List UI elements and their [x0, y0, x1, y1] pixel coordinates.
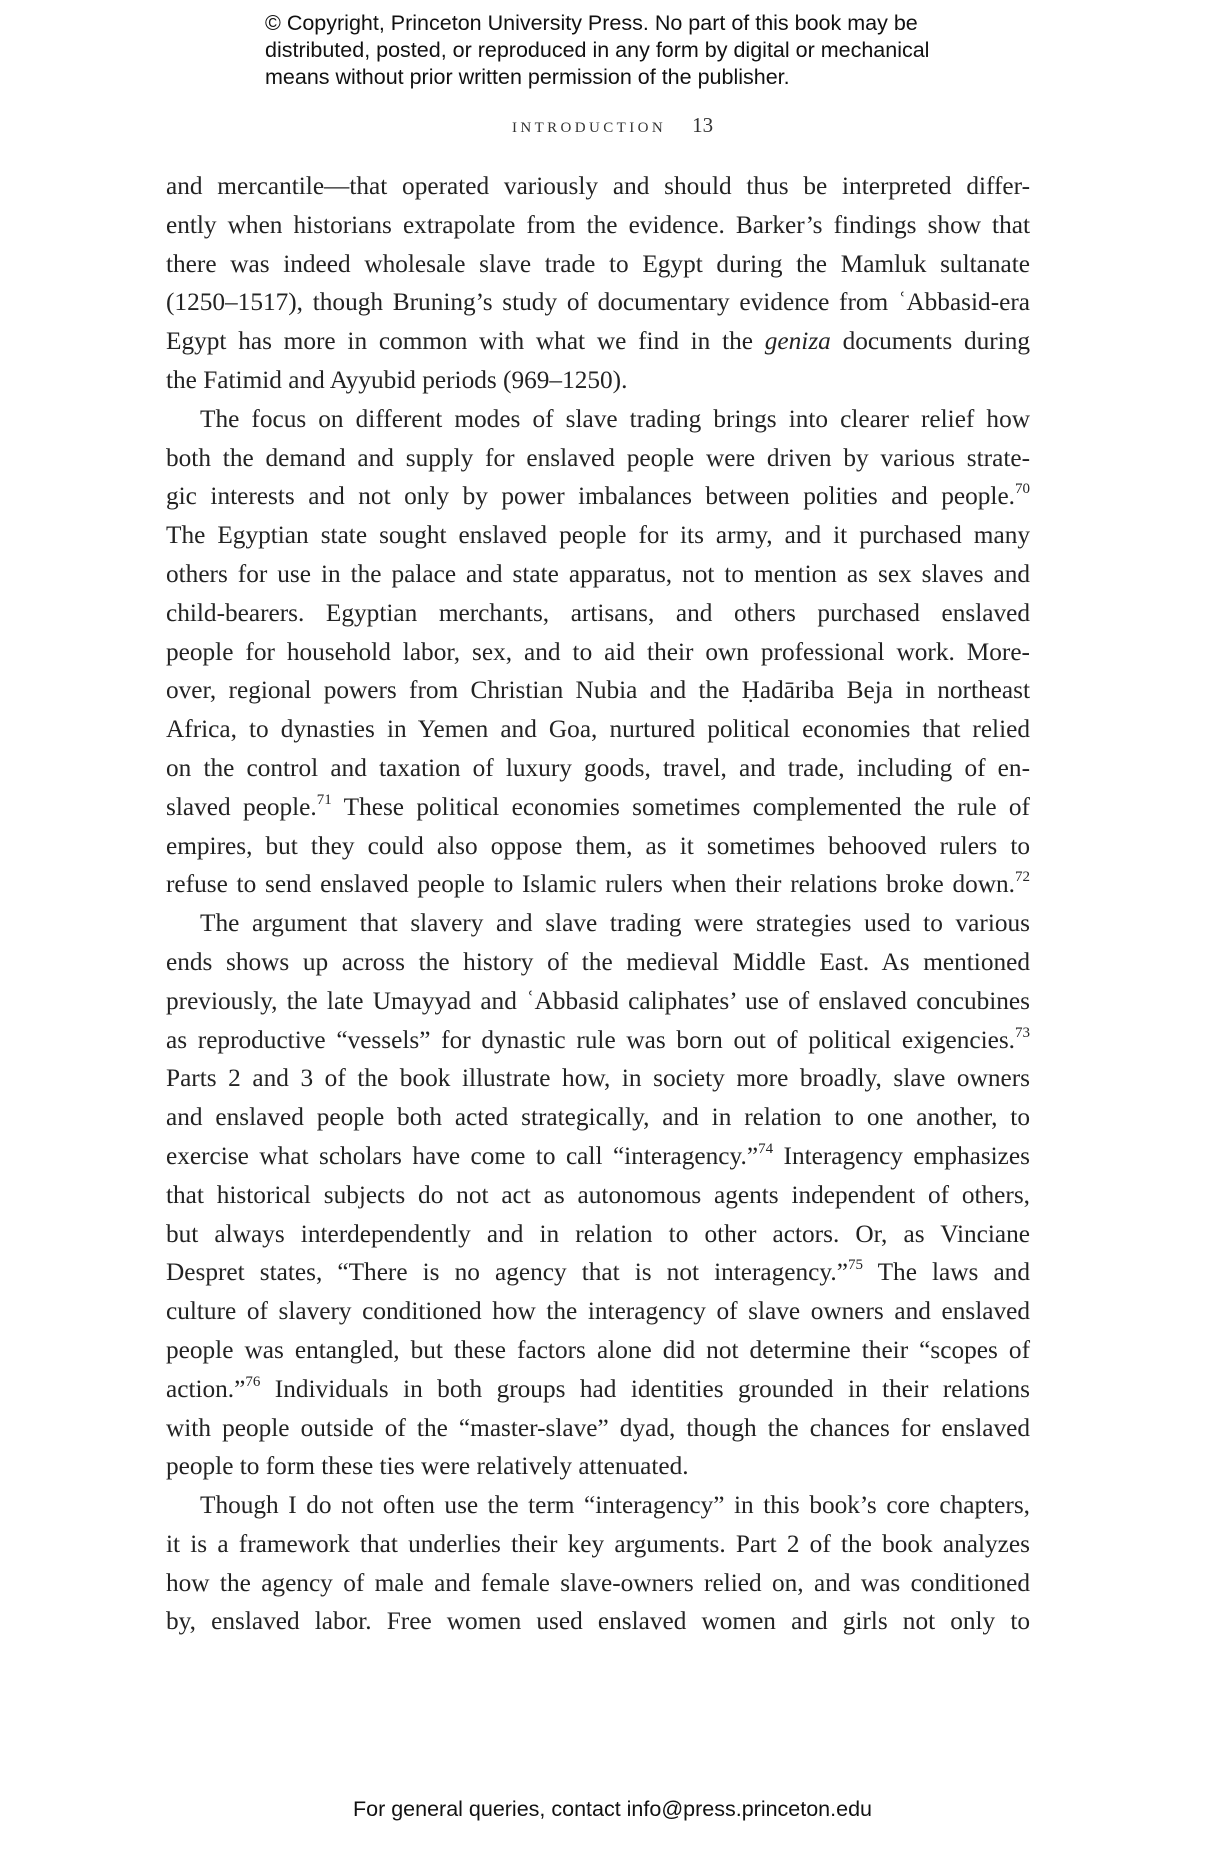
text-line — [166, 477, 1030, 516]
text-line: over, regional powers from Christian Nubia and the Ḥadāriba Beja in northeast — [166, 676, 1030, 705]
text-line — [166, 788, 1030, 827]
text-line: and mercantile—that operated variously and should thus be interpreted differ- — [166, 172, 1030, 200]
text-segment: gic interests and not only by power imbalances between polities and people. — [166, 482, 1015, 511]
body-text — [166, 167, 1030, 1641]
footnote-ref[interactable]: 76 — [245, 1373, 261, 1390]
footnote-ref[interactable]: 71 — [316, 791, 332, 808]
text-line: empires, but they could also oppose them, as it sometimes behooved rulers to — [166, 831, 1030, 860]
text-line: The argument that slavery and slave trading were strategies used to various — [200, 909, 1030, 938]
text-line: Africa, to dynasties in Yemen and Goa, nurtured political economies that relied — [166, 715, 1030, 744]
text-line — [166, 1021, 1030, 1060]
text-segment: refuse to send enslaved people to Islamic rulers when their relations broke down. — [166, 870, 1015, 899]
copyright-line: © Copyright, Princeton University Press. No part of this book may be — [265, 11, 918, 35]
text-line: that historical subjects do not act as autonomous agents independent of others, — [166, 1180, 1030, 1209]
copyright-line: means without prior written permission of the publisher. — [265, 65, 790, 89]
text-line — [166, 1253, 1030, 1292]
text-line — [166, 322, 1030, 361]
footnote-ref[interactable]: 73 — [1015, 1024, 1030, 1041]
footnote-ref[interactable]: 74 — [758, 1140, 774, 1157]
text-line: with people outside of the “master-slave” dyad, though the chances for enslaved — [166, 1413, 1030, 1442]
italic-term: geniza — [764, 327, 831, 356]
text-line: Parts 2 and 3 of the book illustrate how, in society more broadly, slave owners — [166, 1064, 1030, 1093]
text-line — [166, 1137, 1030, 1176]
text-line: people was entangled, but these factors alone did not determine their “scopes of — [166, 1335, 1030, 1364]
text-line: it is a framework that underlies their key arguments. Part 2 of the book analyzes — [166, 1529, 1030, 1558]
text-line: how the agency of male and female slave-owners relied on, and was conditioned — [166, 1568, 1030, 1597]
text-line — [166, 1370, 1030, 1409]
footnote-ref[interactable]: 72 — [1015, 869, 1030, 886]
text-line: people for household labor, sex, and to aid their own professional work. More- — [166, 637, 1030, 666]
text-line: there was indeed wholesale slave trade to Egypt during the Mamluk sultanate — [166, 249, 1030, 278]
text-line: the Fatimid and Ayyubid periods (969–1250). — [166, 365, 628, 394]
text-line: by, enslaved labor. Free women used enslaved women and girls not only to — [166, 1607, 1030, 1636]
running-head — [0, 112, 1225, 138]
text-segment: exercise what scholars have come to call “interagency.” — [166, 1141, 759, 1170]
text-line: (1250–1517), though Bruning’s study of documentary evidence from ʿAbbasid-era — [166, 288, 1030, 317]
text-line: child-bearers. Egyptian merchants, artisans, and others purchased enslaved — [166, 598, 1030, 627]
running-head-title: introduction — [511, 112, 667, 137]
text-line: others for use in the palace and state apparatus, not to mention as sex slaves and — [166, 559, 1030, 588]
footer-contact: For general queries, contact info@press.princeton.edu — [352, 1797, 872, 1821]
text-segment: Individuals in both groups had identities grounded in their relations — [260, 1374, 1030, 1403]
text-line: The focus on different modes of slave trading brings into clearer relief how — [200, 404, 1030, 433]
text-line: ends shows up across the history of the medieval Middle East. As mentioned — [166, 947, 1030, 976]
text-segment: as reproductive “vessels” for dynastic rule was born out of political exigencies. — [166, 1025, 1015, 1054]
text-line: but always interdependently and in relation to other actors. Or, as Vinciane — [166, 1219, 1030, 1248]
text-line: people to form these ties were relatively attenuated. — [166, 1452, 689, 1481]
text-segment: Despret states, “There is no agency that is not interagency.” — [166, 1258, 848, 1287]
copyright-line: distributed, posted, or reproduced in any form by digital or mechanical — [265, 38, 930, 62]
text-line: ently when historians extrapolate from the evidence. Barker’s findings show that — [166, 210, 1030, 239]
footnote-ref[interactable]: 75 — [847, 1257, 863, 1274]
text-segment: action.” — [166, 1374, 246, 1403]
text-segment: Egypt has more in common with what we find in the — [166, 327, 765, 356]
text-line: on the control and taxation of luxury goods, travel, and trade, including of en- — [166, 753, 1030, 782]
text-line: The Egyptian state sought enslaved people for its army, and it purchased many — [166, 521, 1030, 550]
text-segment: documents during — [830, 327, 1030, 356]
text-segment: slaved people. — [166, 792, 317, 821]
text-segment: These political economies sometimes complemented the rule of — [331, 792, 1030, 821]
footnote-ref[interactable]: 70 — [1015, 481, 1030, 498]
text-segment: The laws and — [862, 1258, 1030, 1287]
text-line: both the demand and supply for enslaved people were driven by various strate- — [166, 443, 1030, 472]
text-line — [166, 865, 1030, 904]
text-line: previously, the late Umayyad and ʿAbbasid caliphates’ use of enslaved concubines — [166, 986, 1030, 1015]
text-line: Though I do not often use the term “interagency” in this book’s core chapters, — [200, 1491, 1030, 1520]
text-line: and enslaved people both acted strategically, and in relation to one another, to — [166, 1103, 1030, 1132]
text-line: culture of slavery conditioned how the interagency of slave owners and enslaved — [166, 1297, 1030, 1326]
page-number: 13 — [692, 113, 714, 137]
text-segment: Interagency emphasizes — [773, 1141, 1030, 1170]
copyright-notice — [265, 10, 1025, 91]
